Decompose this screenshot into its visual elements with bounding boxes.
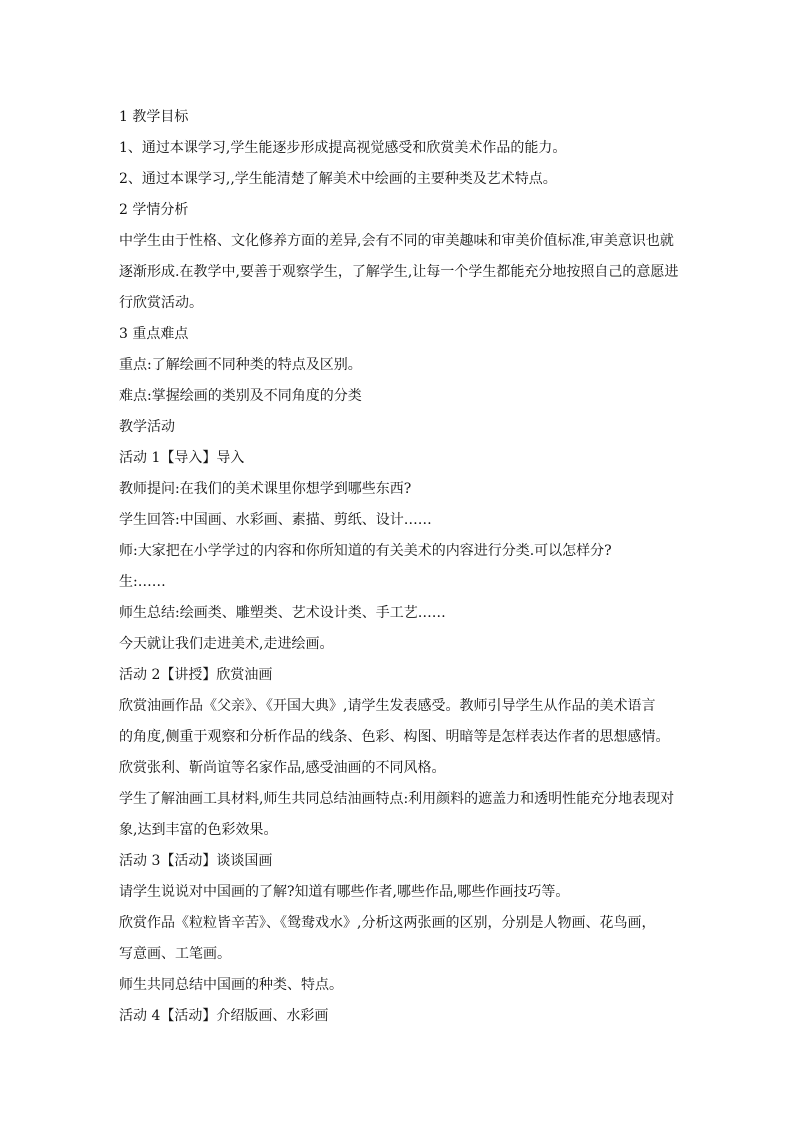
goal-item-1: 1、通过本课学习,学生能逐步形成提高视觉感受和欣赏美术作品的能力。: [119, 140, 567, 156]
activity-3-line: 请学生说说对中国画的了解?知道有哪些作者,哪些作品,哪些作画技巧等。: [119, 884, 570, 900]
activity-1-line: 学生回答:中国画、水彩画、素描、剪纸、设计……: [119, 512, 432, 528]
section-heading-activities: 教学活动: [119, 419, 175, 435]
activity-1-line: 生:……: [119, 574, 166, 590]
paragraph-line: 逐渐形成.在教学中,要善于观察学生，了解学生,让每一个学生都能充分地按照自己的意愿进: [119, 264, 679, 280]
section-heading-student-analysis: 2 学情分析: [119, 202, 189, 218]
activity-4-heading: 活动 4【活动】介绍版画、水彩画: [119, 1008, 329, 1024]
activity-1-line: 教师提问:在我们的美术课里你想学到哪些东西?: [119, 481, 412, 497]
paragraph-line: 学生了解油画工具材料,师生共同总结油画特点:利用颜料的遮盖力和透明性能充分地表现对: [119, 791, 675, 807]
activity-2-heading: 活动 2【讲授】欣赏油画: [119, 667, 273, 683]
activity-3-heading: 活动 3【活动】谈谈国画: [119, 853, 273, 869]
activity-1-line: 今天就让我们走进美术,走进绘画。: [119, 636, 334, 652]
paragraph-line: 欣赏油画作品《父亲》、《开国大典》,请学生发表感受。教师引导学生从作品的美术语言: [119, 698, 656, 714]
paragraph-line: 欣赏作品《粒粒皆辛苦》、《鸳鸯戏水》,分析这两张画的区别，分别是人物画、花鸟画，: [119, 915, 656, 931]
document-body: [119, 102, 679, 1032]
activity-1-line: 师:大家把在小学学过的内容和你所知道的有关美术的内容进行分类.可以怎样分?: [119, 543, 612, 559]
goal-item-2: 2、通过本课学习,,学生能清楚了解美术中绘画的主要种类及艺术特点。: [119, 171, 557, 187]
paragraph-line: 写意画、工笔画。: [119, 946, 231, 962]
key-point: 重点:了解绘画不同种类的特点及区别。: [119, 357, 362, 373]
difficult-point: 难点:掌握绘画的类别及不同角度的分类: [119, 388, 362, 404]
activity-2-paragraph: [119, 691, 679, 753]
student-analysis-paragraph: [119, 226, 679, 319]
section-heading-key-points: 3 重点难点: [119, 326, 189, 342]
activity-2-summary-paragraph: [119, 784, 679, 846]
activity-1-heading: 活动 1【导入】导入: [119, 450, 245, 466]
activity-3-paragraph: [119, 908, 679, 970]
paragraph-line: 行欣赏活动。: [119, 295, 203, 311]
paragraph-line: 中学生由于性格、文化修养方面的差异,会有不同的审美趣味和审美价值标准,审美意识也就: [119, 233, 674, 249]
activity-1-line: 师生总结:绘画类、雕塑类、艺术设计类、手工艺……: [119, 605, 446, 621]
activity-3-line: 师生共同总结中国画的种类、特点。: [119, 977, 343, 993]
paragraph-line: 象,达到丰富的色彩效果。: [119, 822, 278, 838]
paragraph-line: 的角度,侧重于观察和分析作品的线条、色彩、构图、明暗等是怎样表达作者的思想感情。: [119, 729, 670, 745]
section-heading-teaching-goals: 1 教学目标: [119, 109, 189, 125]
activity-2-line: 欣赏张利、靳尚谊等名家作品,感受油画的不同风格。: [119, 760, 446, 776]
